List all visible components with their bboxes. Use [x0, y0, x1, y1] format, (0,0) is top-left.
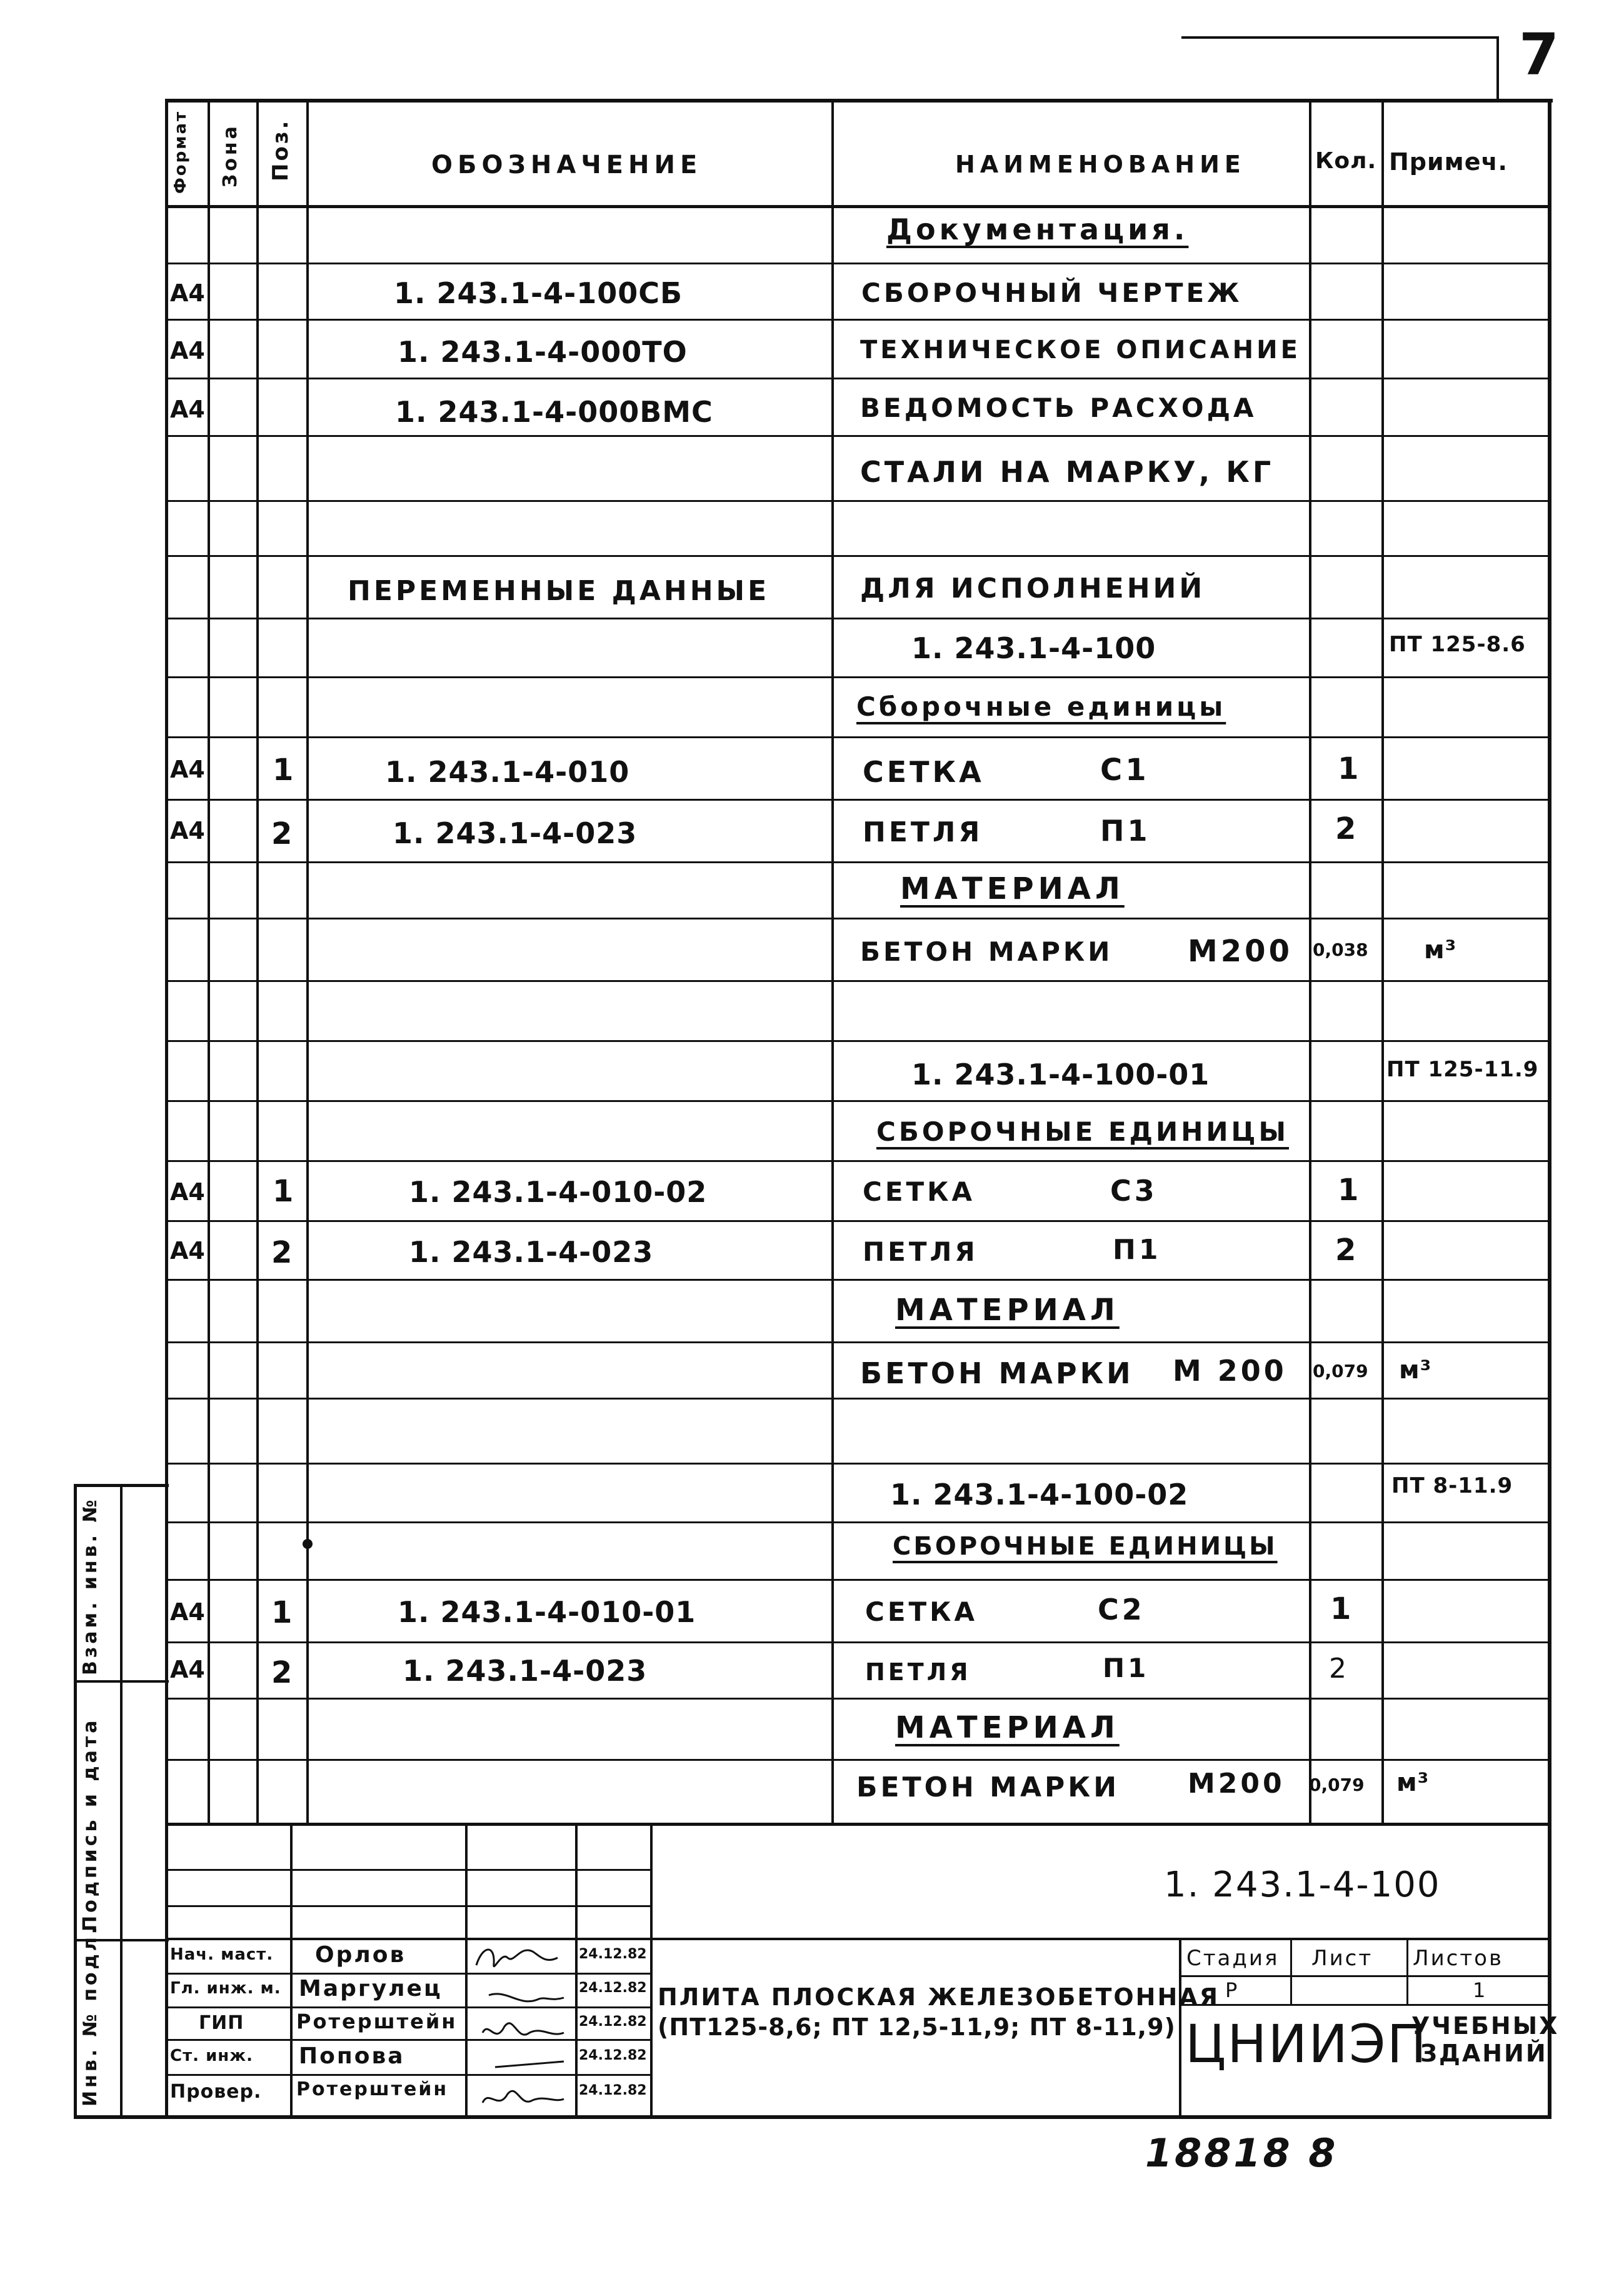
row-name: СТАЛИ НА МАРКУ, КГ	[860, 455, 1275, 489]
row-qty: 2	[1335, 1233, 1356, 1268]
header-designation: ОБОЗНАЧЕНИЕ	[431, 151, 703, 179]
variant-code: 1. 243.1-4-100-01	[911, 1058, 1210, 1091]
staff-date: 24.12.82	[579, 2048, 647, 2063]
row-note: м³	[1399, 1356, 1432, 1385]
section-material: МАТЕРИАЛ	[900, 871, 1125, 906]
staff-name: Орлов	[315, 1942, 406, 1968]
staff-date: 24.12.82	[579, 1980, 647, 1996]
row-name: БЕТОН МАРКИ	[860, 936, 1113, 967]
row-format: А4	[170, 1178, 205, 1206]
section-material: МАТЕРИАЛ	[895, 1293, 1120, 1328]
section-assembly-units: Сборочные единицы	[856, 691, 1226, 722]
document-code: 1. 243.1-4-100	[1164, 1865, 1441, 1905]
row-qty: 1	[1330, 1591, 1351, 1626]
row-mark: М200	[1188, 934, 1293, 969]
staff-name: Ротерштейн	[296, 2010, 458, 2033]
row-designation: 1. 243.1-4-023	[403, 1654, 648, 1688]
row-designation: 1. 243.1-4-000ВМС	[395, 395, 713, 429]
staff-name: Маргулец	[299, 1976, 443, 2001]
variant-note: ПТ 125-11.9	[1386, 1057, 1539, 1082]
row-format: А4	[170, 1656, 205, 1683]
row-format: А4	[170, 1598, 205, 1626]
sheets-value: 1	[1473, 1978, 1486, 2002]
row-name: ДЛЯ ИСПОЛНЕНИЙ	[860, 573, 1206, 604]
stage-value: Р	[1225, 1978, 1238, 2002]
staff-date: 24.12.82	[579, 1946, 647, 1962]
row-mark: М200	[1188, 1768, 1285, 1800]
row-name: ПЕТЛЯ	[863, 816, 983, 848]
row-name: ТЕХНИЧЕСКОЕ ОПИСАНИЕ	[860, 336, 1301, 364]
header-zone: Зона	[219, 123, 241, 188]
section-assembly-units: СБОРОЧНЫЕ ЕДИНИЦЫ	[876, 1116, 1289, 1147]
row-mark: П1	[1103, 1653, 1150, 1683]
sheets-label: Листов	[1413, 1946, 1504, 1971]
row-qty: 1	[1338, 1173, 1359, 1208]
sheet-label: Лист	[1311, 1946, 1373, 1971]
row-pos: 1	[273, 753, 294, 788]
row-mark: С3	[1110, 1174, 1158, 1208]
row-mark: М 200	[1173, 1354, 1287, 1388]
row-format: А4	[170, 756, 205, 783]
section-assembly-units: СБОРОЧНЫЕ ЕДИНИЦЫ	[893, 1532, 1278, 1561]
header-pos: Поз.	[268, 118, 293, 181]
row-format: А4	[170, 1237, 205, 1265]
row-designation: 1. 243.1-4-010	[385, 755, 630, 789]
row-name: ВЕДОМОСТЬ РАСХОДА	[860, 393, 1257, 423]
stage-label: Стадия	[1186, 1946, 1280, 1971]
header-qty: Кол.	[1315, 148, 1377, 174]
row-designation: 1. 243.1-4-023	[393, 816, 638, 850]
row-qty: 1	[1338, 751, 1359, 786]
variant-code: 1. 243.1-4-100-02	[890, 1478, 1189, 1511]
row-qty: 0,038	[1313, 939, 1368, 960]
staff-name: Ротерштейн	[296, 2078, 449, 2100]
row-qty: 2	[1335, 811, 1356, 846]
row-name: СБОРОЧНЫЙ ЧЕРТЕЖ	[861, 278, 1243, 308]
row-name: СЕТКА	[863, 755, 985, 789]
row-name: БЕТОН МАРКИ	[860, 1356, 1134, 1390]
row-qty: 0,079	[1309, 1775, 1365, 1795]
row-mark: П1	[1113, 1234, 1161, 1266]
row-format: А4	[170, 396, 205, 423]
row-designation: 1. 243.1-4-010-02	[409, 1175, 708, 1209]
staff-date: 24.12.82	[579, 2083, 647, 2098]
organization-sub1: УЧЕБНЫХ	[1411, 2012, 1560, 2040]
staff-role: Гл. инж. м.	[170, 1979, 281, 1998]
signature-icon	[470, 1939, 573, 2116]
row-qty: 2	[1329, 1653, 1346, 1685]
footer-number: 18818 8	[1145, 2130, 1338, 2176]
header-note: Примеч.	[1389, 148, 1508, 176]
section-documentation: Документация.	[886, 213, 1189, 246]
row-name: ПЕТЛЯ	[863, 1236, 978, 1267]
row-note: м³	[1396, 1768, 1430, 1797]
organization-name: ЦНИИЭП	[1185, 2013, 1428, 2075]
variant-code: 1. 243.1-4-100	[911, 631, 1156, 665]
variable-data-label: ПЕРЕМЕННЫЕ ДАННЫЕ	[348, 575, 770, 607]
staff-role: ГИП	[199, 2012, 244, 2034]
header-name: НАИМЕНОВАНИЕ	[955, 151, 1246, 178]
row-format: А4	[170, 279, 205, 307]
row-designation: 1. 243.1-4-100СБ	[394, 276, 683, 310]
row-designation: 1. 243.1-4-010-01	[398, 1595, 696, 1629]
row-note: м³	[1424, 936, 1457, 964]
row-mark: С2	[1098, 1593, 1145, 1626]
section-material: МАТЕРИАЛ	[895, 1710, 1120, 1745]
row-format: А4	[170, 337, 205, 364]
variant-note: ПТ 125-8.6	[1389, 632, 1526, 657]
row-designation: 1. 243.1-4-023	[409, 1235, 654, 1269]
row-designation: 1. 243.1-4-000ТО	[398, 335, 688, 369]
row-name: ПЕТЛЯ	[865, 1658, 971, 1686]
product-title: ПЛИТА ПЛОСКАЯ ЖЕЛЕЗОБЕТОННАЯ	[658, 1983, 1220, 2011]
staff-role: Нач. маст.	[170, 1945, 274, 1964]
row-pos: 2	[271, 816, 293, 851]
staff-date: 24.12.82	[579, 2014, 647, 2030]
row-format: А4	[170, 817, 205, 844]
row-name: БЕТОН МАРКИ	[856, 1771, 1120, 1803]
staff-role: Провер.	[170, 2081, 262, 2103]
row-mark: П1	[1100, 814, 1151, 848]
product-variants: (ПТ125-8,6; ПТ 12,5-11,9; ПТ 8-11,9)	[658, 2013, 1176, 2041]
row-name: СЕТКА	[863, 1176, 975, 1207]
staff-role: Ст. инж.	[170, 2046, 254, 2065]
organization-sub2: ЗДАНИЙ	[1420, 2040, 1548, 2067]
side-inv-podl: Инв. № подл.	[79, 1923, 101, 2106]
staff-name: Попова	[299, 2043, 405, 2069]
variant-note: ПТ 8-11.9	[1391, 1473, 1513, 1498]
row-qty: 0,079	[1313, 1361, 1368, 1381]
row-mark: С1	[1100, 753, 1150, 788]
row-pos: 2	[271, 1235, 293, 1270]
row-pos: 1	[271, 1595, 293, 1630]
row-name: СЕТКА	[865, 1596, 978, 1627]
header-format: Формат	[171, 109, 190, 194]
row-pos: 1	[273, 1174, 294, 1209]
side-sign-date: Подпись и дата	[79, 1717, 101, 1931]
row-pos: 2	[271, 1655, 293, 1690]
sheet-number: 7	[1519, 21, 1560, 88]
side-inv-zam: Взам. инв. №	[79, 1496, 101, 1675]
